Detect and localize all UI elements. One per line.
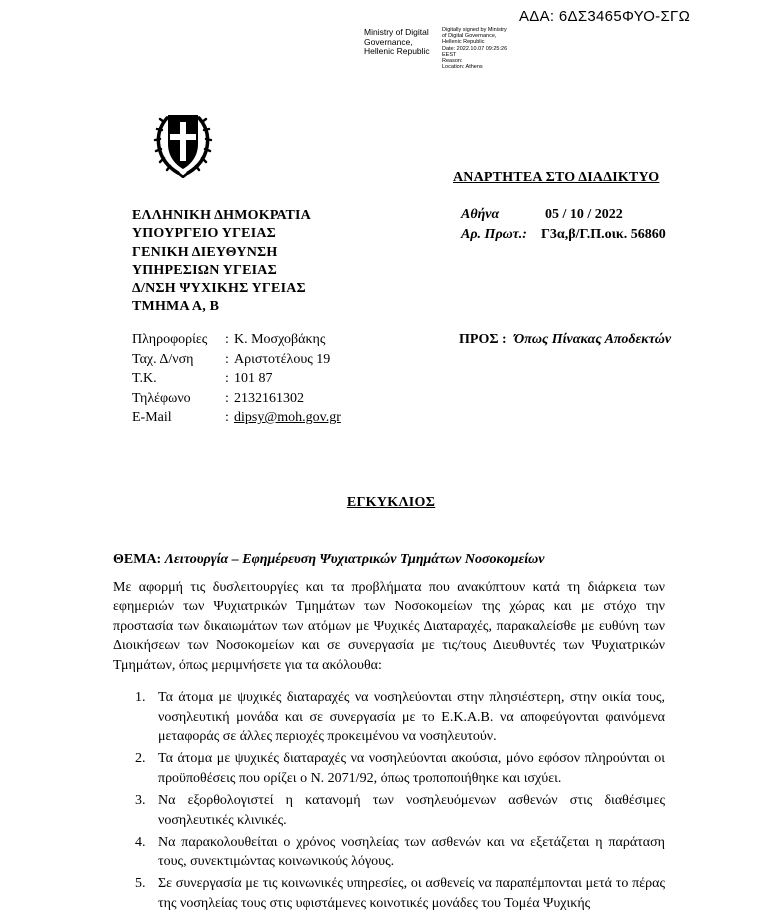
place-label: Αθήνα	[461, 207, 500, 222]
signature-organization	[364, 28, 430, 57]
list-item-text: Τα άτομα με ψυχικές διαταραχές να νοσηλεύονται ακούσια, μόνο εφόσον πληρούνται οι προϋποθέσεις που ορίζει ο Ν. 2071/92, όπως τροποποιήθηκε και ισχύει.	[158, 751, 665, 786]
signature-org-line: Governance,	[364, 36, 413, 47]
authority-line: ΥΠΟΥΡΓΕΙΟ ΥΓΕΙΑΣ	[132, 226, 277, 242]
contact-separator: :	[225, 390, 229, 406]
list-item-number: 4.	[135, 834, 146, 850]
recipients-value: Όπως Πίνακας Αποδεκτών	[514, 332, 672, 347]
contact-label: E-Mail	[132, 410, 172, 425]
subject-line	[113, 552, 544, 568]
contact-value: 101 87	[234, 371, 273, 386]
recipients-label: ΠΡΟΣ :	[459, 332, 507, 347]
contact-separator: :	[225, 351, 229, 367]
contact-label: Ταχ. Δ/νση	[132, 351, 194, 367]
list-item	[113, 833, 665, 872]
contact-separator: :	[225, 410, 229, 425]
signature-meta-line: of Digital Governance,	[442, 33, 497, 40]
authority-line: ΓΕΝΙΚΗ ΔΙΕΥΘΥΝΣΗ	[132, 244, 278, 260]
authority-line: ΥΠΗΡΕΣΙΩΝ ΥΓΕΙΑΣ	[132, 262, 277, 278]
protocol-label: Αρ. Πρωτ.:	[461, 227, 527, 242]
signature-org-line: Hellenic Republic	[364, 46, 430, 56]
intro-paragraph: Με αφορμή τις δυσλειτουργίες και τα προβλήματα που ανακύπτουν κατά τη διάρκεια των εφημεριών των Ψυχιατρικών Τμημάτων των Νοσοκομείων της χώρας και με στόχο την προστασία των δικαιωμάτων των ατόμων με Ψυχικές Διαταραχές, παρακαλείσθε με ευθύνη των Διοικήσεων των Νοσοκομείων και σε συνεργασία με τις/τους Διευθυντές των Ψυχιατρικών Τμημάτων, όπως μεριμνήσετε για τα ακόλουθα:	[113, 580, 665, 673]
list-item-text: Τα άτομα με ψυχικές διαταραχές να νοσηλεύονται στην πλησιέστερη, στην οικία τους, νοσηλευτική μονάδα και σε συνεργασία με το Ε.Κ.Α.Β. να αποφεύγονται φαινόμενα μεταφοράς σε άλλες περιοχές προκειμένου να νοσηλευτούν.	[158, 690, 665, 745]
authority-line: Δ/ΝΣΗ ΨΥΧΙΚΗΣ ΥΓΕΙΑΣ	[132, 281, 306, 297]
signature-org-line: Ministry of Digital	[364, 27, 429, 37]
greek-coat-of-arms-icon	[150, 104, 216, 178]
ada-code: ΑΔΑ: 6ΔΣ3465ΦΥΟ-ΣΓΩ	[519, 8, 691, 25]
list-item	[113, 874, 665, 913]
contact-label: Τηλέφωνο	[132, 390, 191, 406]
list-item-text: Να εξορθολογιστεί η κατανομή των νοσηλευόμενων ασθενών στις διαθέσιμες νοσηλευτικές κλινικές.	[158, 792, 665, 828]
protocol-number: Γ3α,β/Γ.Π.οικ. 56860	[541, 227, 666, 242]
list-item-number: 1.	[135, 690, 146, 705]
list-item-text: Σε συνεργασία με τις κοινωνικές υπηρεσίες, οι ασθενείς να παραπέμπονται μετά το πέρας της νοσηλείας τους στις υφιστάμενες κοινοτικές μονάδες του Τομέα Ψυχικής	[158, 876, 665, 911]
authority-line: ΤΜΗΜΑ Α, Β	[132, 299, 220, 315]
email-link[interactable]: dipsy@moh.gov.gr	[234, 410, 341, 425]
contact-separator: :	[225, 332, 229, 347]
signature-meta-line: Date: 2022.10.07 09:25:26	[442, 45, 508, 52]
contact-label: Τ.Κ.	[132, 371, 157, 386]
subject-text: Λειτουργία – Εφημέρευση Ψυχιατρικών Τμημάτων Νοσοκομείων	[164, 552, 545, 567]
signature-meta-line: Hellenic Republic	[442, 39, 485, 46]
signature-meta-line: EEST	[442, 51, 457, 58]
digital-signature-details	[442, 27, 507, 70]
list-item	[113, 688, 665, 747]
list-item-text: Να παρακολουθείται ο χρόνος νοσηλείας των ασθενών και να εξετάζεται η παράταση τους, συνεκτιμώντας κοινωνικούς λόγους.	[158, 834, 665, 870]
list-item-number: 3.	[135, 792, 146, 808]
instructions-list	[113, 688, 665, 916]
authority-line: ΕΛΛΗΝΙΚΗ ΔΗΜΟΚΡΑΤΙΑ	[132, 208, 311, 223]
circular-title: ΕΓΚΥΚΛΙΟΣ	[346, 495, 436, 510]
publish-notice: ΑΝΑΡΤΗΤΕΑ ΣΤΟ ΔΙΑΔΙΚΤΥΟ	[453, 170, 660, 185]
contact-value: Αριστοτέλους 19	[234, 351, 331, 367]
signature-meta-line: Digitally signed by Ministry	[442, 27, 507, 33]
contact-value: 2132161302	[234, 390, 304, 406]
signature-meta-line: Reason:	[442, 58, 463, 65]
document-date: 05 / 10 / 2022	[545, 207, 623, 222]
subject-label: ΘΕΜΑ:	[113, 552, 162, 567]
list-item	[113, 749, 665, 788]
list-item	[113, 791, 665, 830]
contact-value: Κ. Μοσχοβάκης	[234, 332, 326, 347]
signature-meta-line: Location: Athens	[442, 64, 483, 71]
issuing-authority	[132, 207, 311, 317]
contact-label: Πληροφορίες	[132, 332, 208, 347]
contact-separator: :	[225, 371, 229, 386]
list-item-number: 5.	[135, 876, 146, 892]
list-item-number: 2.	[135, 751, 146, 767]
